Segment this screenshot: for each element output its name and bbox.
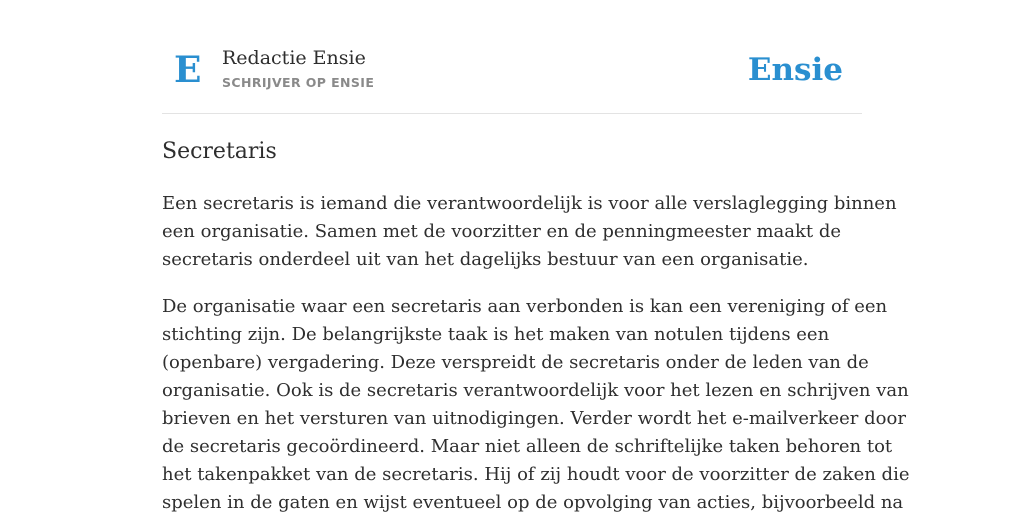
paragraph-line: organisatie. Ook is de secretaris verantwoordelijk voor het lezen en schrijven van xyxy=(162,380,909,401)
paragraph-line: secretaris onderdeel uit van het dagelijks bestuur van een organisatie. xyxy=(162,249,809,270)
paragraph-line: Een secretaris is iemand die verantwoordelijk is voor alle verslaglegging binnen xyxy=(162,193,897,214)
paragraph-line: brieven en het versturen van uitnodigingen. Verder wordt het e-mailverkeer door xyxy=(162,408,906,429)
paragraph-line: het takenpakket van de secretaris. Hij of zij houdt voor de voorzitter de zaken die xyxy=(162,464,910,485)
paragraph-line: de secretaris gecoördineerd. Maar niet alleen de schriftelijke taken behoren tot xyxy=(162,436,893,457)
brand-logo[interactable]: Ensie xyxy=(747,52,843,88)
paragraph-line: een organisatie. Samen met de voorzitter en de penningmeester maakt de xyxy=(162,221,842,242)
paragraph-line: De organisatie waar een secretaris aan verbonden is kan een vereniging of een xyxy=(162,296,888,317)
author-name[interactable]: Redactie Ensie xyxy=(222,47,366,69)
article-title: Secretaris xyxy=(162,139,277,164)
paragraph-line: (openbare) vergadering. Deze verspreidt de secretaris onder de leden van de xyxy=(162,352,869,373)
paragraph-line: spelen in de gaten en wijst eventueel op de opvolging van acties, bijvoorbeeld na xyxy=(162,492,904,512)
paragraph-2 xyxy=(162,293,910,512)
paragraph-1 xyxy=(162,190,897,274)
article-container xyxy=(162,0,910,512)
author-role: SCHRIJVER OP ENSIE xyxy=(222,75,375,90)
article-header xyxy=(162,0,862,114)
article-body xyxy=(162,190,910,512)
author-avatar[interactable]: E xyxy=(174,49,202,91)
paragraph-line: stichting zijn. De belangrijkste taak is het maken van notulen tijdens een xyxy=(162,324,830,345)
